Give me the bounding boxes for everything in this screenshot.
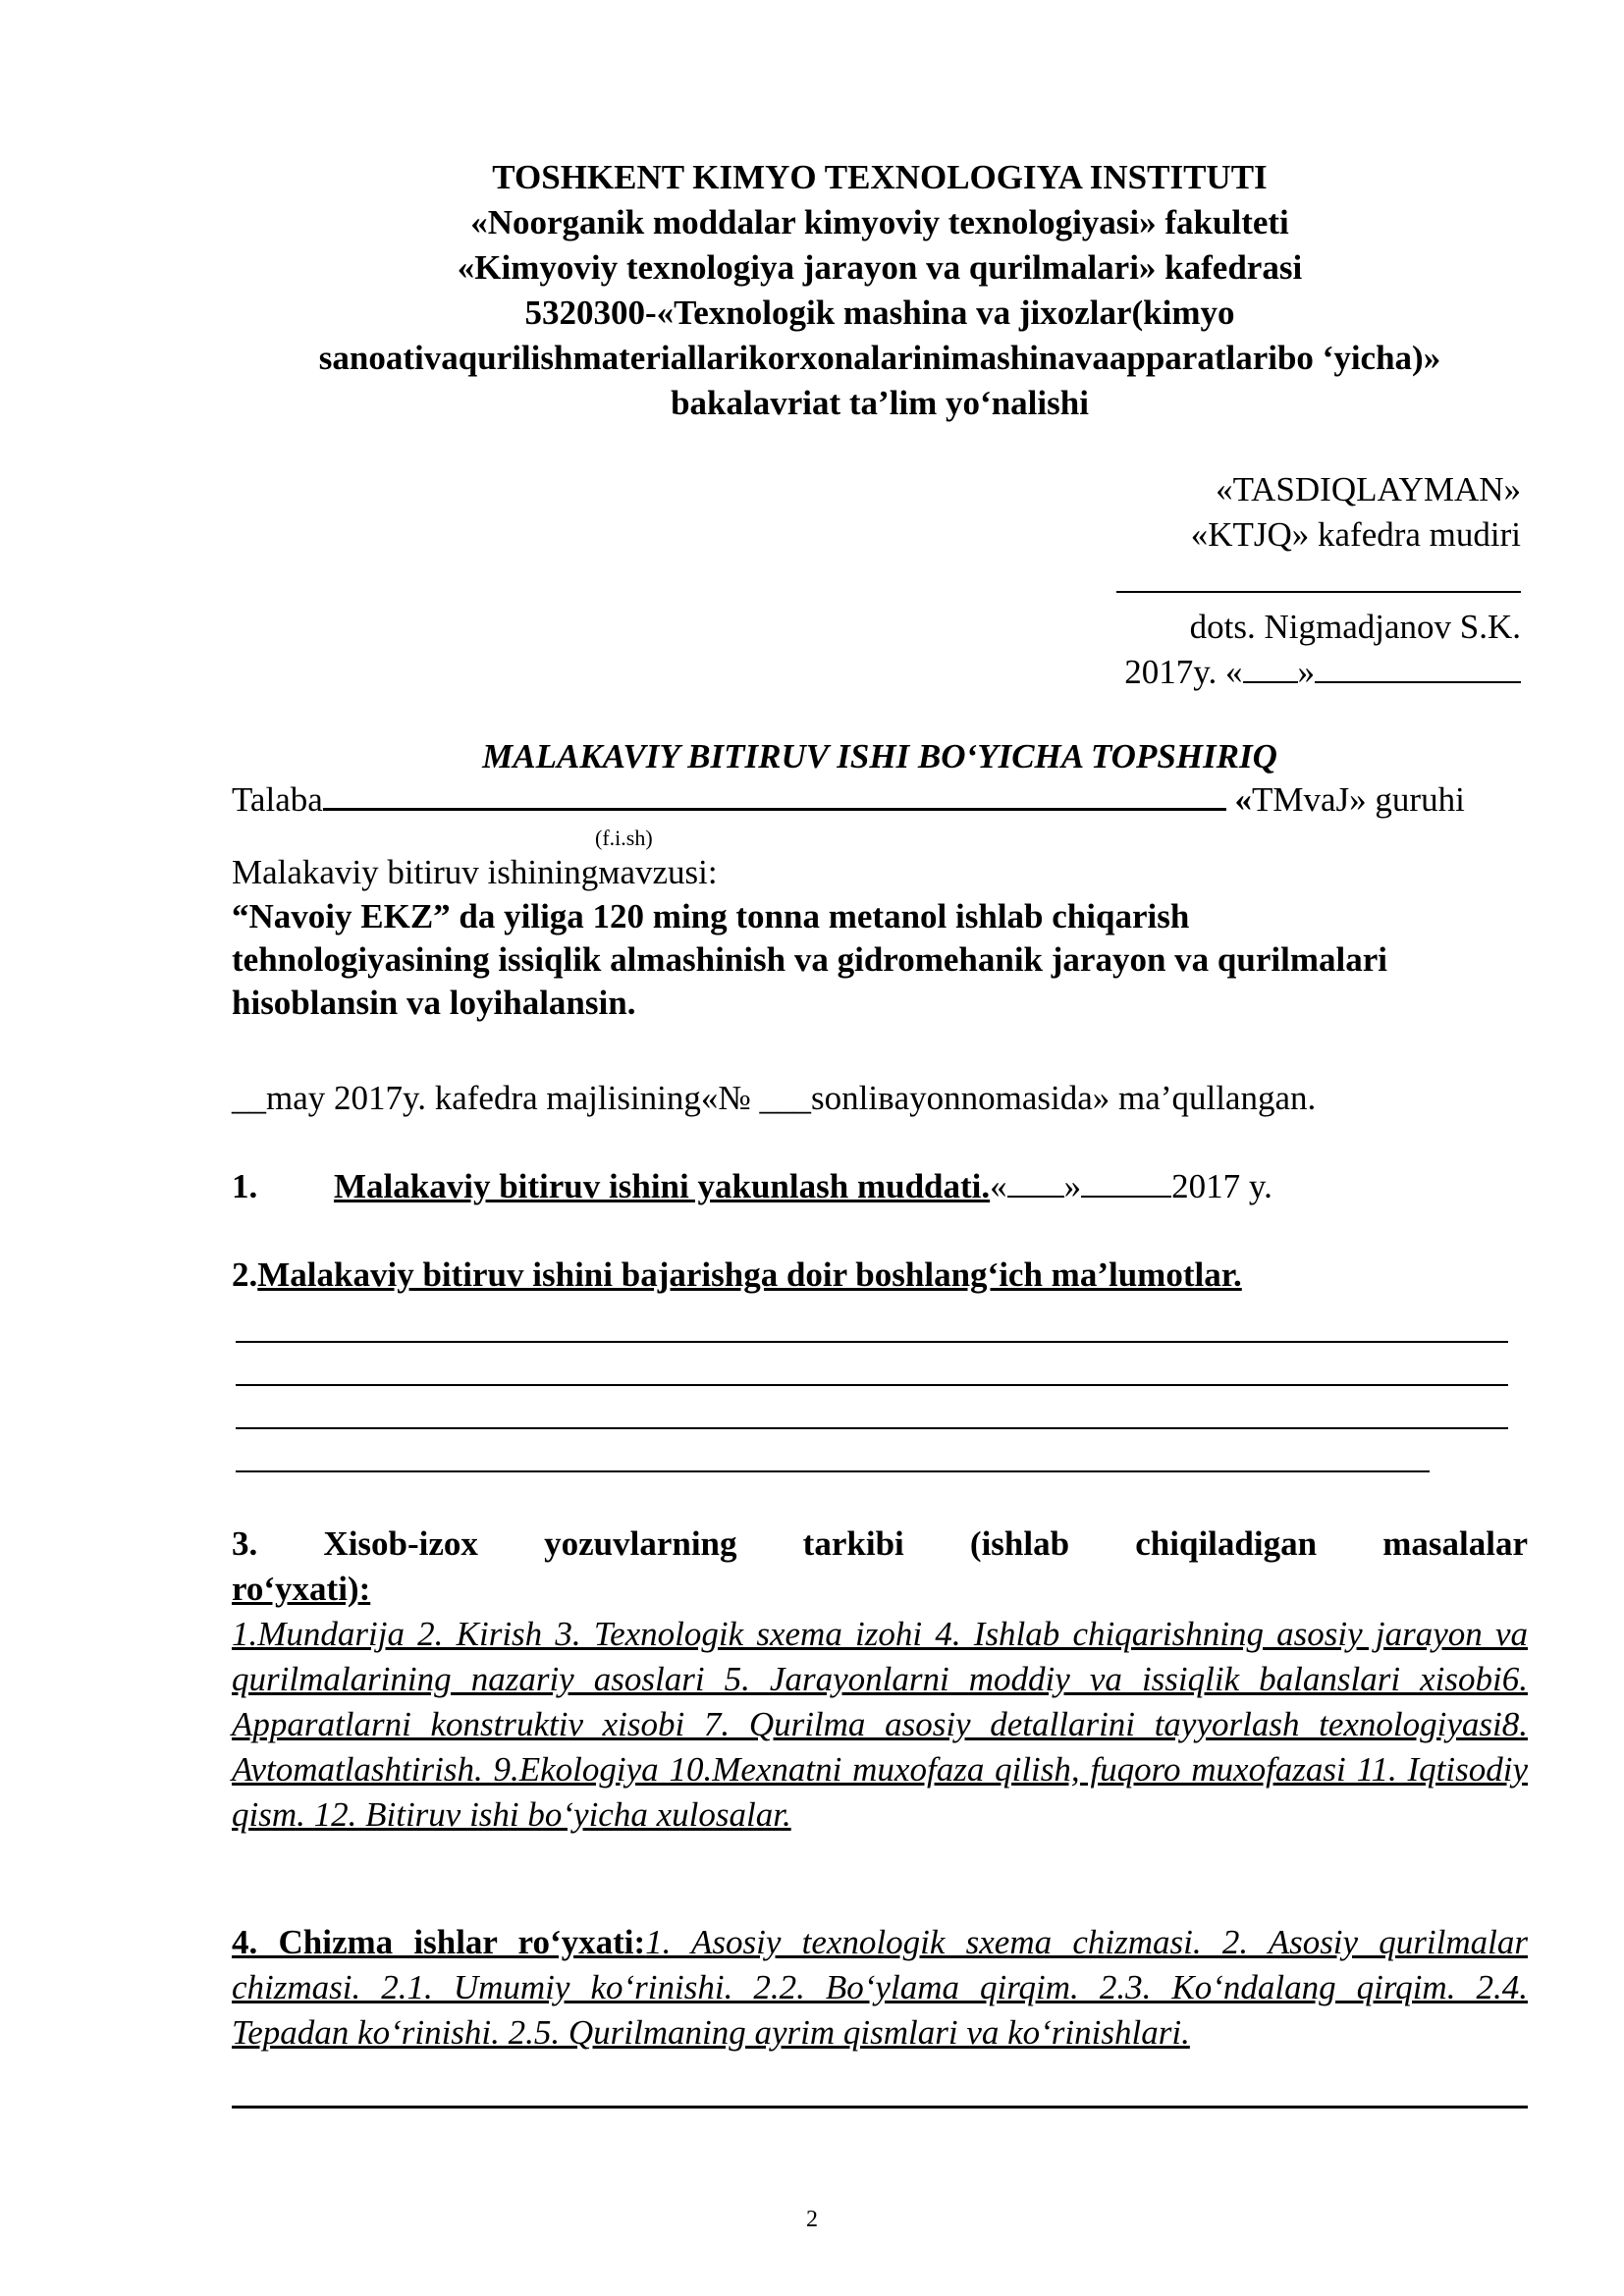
item-2-number: 2. bbox=[232, 1255, 258, 1294]
item-1-mid: » bbox=[1063, 1167, 1082, 1205]
approval-role: «KTJQ» kafedra mudiri bbox=[1190, 515, 1521, 554]
item-4 bbox=[232, 1920, 1528, 2056]
task-title: MALAKAVIY BITIRUV ISHI BO‘YICHA TOPSHIRIQ bbox=[482, 737, 1277, 775]
institute-name: TOSHKENT KIMYO TEXNOLOGIYA INSTITUTI bbox=[492, 158, 1268, 196]
faculty-name: «Noorganik moddalar kimyoviy texnologiyasi» fakulteti bbox=[470, 203, 1289, 241]
item-4-rule bbox=[232, 2106, 1528, 2109]
item-1-day-blank bbox=[1007, 1168, 1064, 1198]
topic-label: Malakaviy bitiruv ishiningмavzusi: bbox=[232, 853, 718, 891]
approval-name: dots. Nigmadjanov S.K. bbox=[1189, 608, 1521, 646]
day-blank bbox=[1243, 654, 1298, 683]
item-1-month-blank bbox=[1081, 1168, 1171, 1198]
item-2-label: Malakaviy bitiruv ishini bajarishga doir boshlang‘ich ma’lumotlar. bbox=[257, 1255, 1242, 1294]
fish-note: (f.i.sh) bbox=[595, 826, 653, 850]
signature-line bbox=[1116, 558, 1521, 593]
item-1-open: « bbox=[990, 1167, 1007, 1205]
approval-date bbox=[1116, 650, 1521, 695]
student-label: Talaba bbox=[232, 780, 323, 819]
degree-line: bakalavriat ta’lim yo‘nalishi bbox=[671, 384, 1089, 422]
specialty-line-2: sanoativaqurilishmateriallarikorxonalarinimashinavaapparatlaribo ‘yicha)» bbox=[318, 339, 1441, 377]
meeting-line: __may 2017y. kafedra majlisining«№ ___sonliвayonnomasida» ma’qullangan. bbox=[232, 1079, 1317, 1117]
approval-date-mid: » bbox=[1297, 653, 1315, 691]
blank-line bbox=[236, 1470, 1430, 1472]
department-name: «Kimyoviy texnologiya jarayon va qurilmalari» kafedrasi bbox=[457, 248, 1303, 287]
item-1 bbox=[232, 1164, 1272, 1209]
group-open: « bbox=[1234, 780, 1253, 819]
item-1-label: Malakaviy bitiruv ishini yakunlash muddati. bbox=[334, 1167, 991, 1205]
approval-block bbox=[1116, 467, 1521, 695]
blank-line bbox=[236, 1427, 1508, 1429]
item-3-body: 1.Mundarija 2. Kirish 3. Texnologik sxema izohi 4. Ishlab chiqarishning asosiy jarayon va qurilmalarining nazariy asoslari 5. Jarayonlarni moddiy va issiqlik balanslari xisobi6. Apparatlarni konstruktiv xisobi 7. Qurilma asosiy detallarini tayyorlash texnologiyasi8. Avtomatlashtirish. 9.Ekologiya 10.Mexnatni muxofaza qilish, fuqoro muxofazasi 11. Iqtisodiy qism. 12. Bitiruv ishi bo‘yicha xulosalar. bbox=[232, 1615, 1528, 1834]
item-3-heading-2: ro‘yxati): bbox=[232, 1570, 371, 1608]
approval-date-prefix: 2017y. « bbox=[1124, 653, 1243, 691]
group-label: TMvaJ» guruhi bbox=[1252, 780, 1465, 819]
item-1-year: 2017 y. bbox=[1171, 1167, 1272, 1205]
item-1-number: 1. bbox=[232, 1167, 258, 1205]
blank-line bbox=[236, 1341, 1508, 1343]
approval-title: «TASDIQLAYMAN» bbox=[1216, 470, 1521, 508]
item-3 bbox=[232, 1522, 1528, 1838]
student-name-blank bbox=[323, 778, 1226, 811]
item-4-label: 4. Chizma ishlar ro‘yxati: bbox=[232, 1923, 646, 1961]
item-4-body: 1. Asosiy texnologik sxema chizmasi. 2. Asosiy qurilmalar chizmasi. 2.1. Umumiy ko‘rinishi. 2.2. Bo‘ylama qirqim. 2.3. Ko‘ndalang qirqim. 2.4. Tepadan ko‘rinishi. 2.5. Qurilmaning ayrim qismlari va ko‘rinishlari. bbox=[232, 1923, 1528, 2052]
page-number: 2 bbox=[806, 2207, 818, 2232]
blank-line bbox=[236, 1384, 1508, 1386]
item-2 bbox=[232, 1253, 1242, 1298]
topic-text: “Navoiy EKZ” da yiliga 120 ming tonna metanol ishlab chiqarish tehnologiyasining issiqlik almashinish va gidromehanik jarayon va qurilmalari hisoblansin va loyihalansin. bbox=[232, 897, 1387, 1022]
month-blank bbox=[1315, 654, 1521, 683]
student-line bbox=[232, 777, 1528, 823]
specialty-line-1: 5320300-«Texnologik mashina va jixozlar(kimyo bbox=[524, 294, 1235, 332]
item-3-heading: 3. Xisob-izox yozuvlarning tarkibi (ishlab chiqiladigan masalalar bbox=[232, 1524, 1528, 1563]
header bbox=[232, 155, 1528, 426]
